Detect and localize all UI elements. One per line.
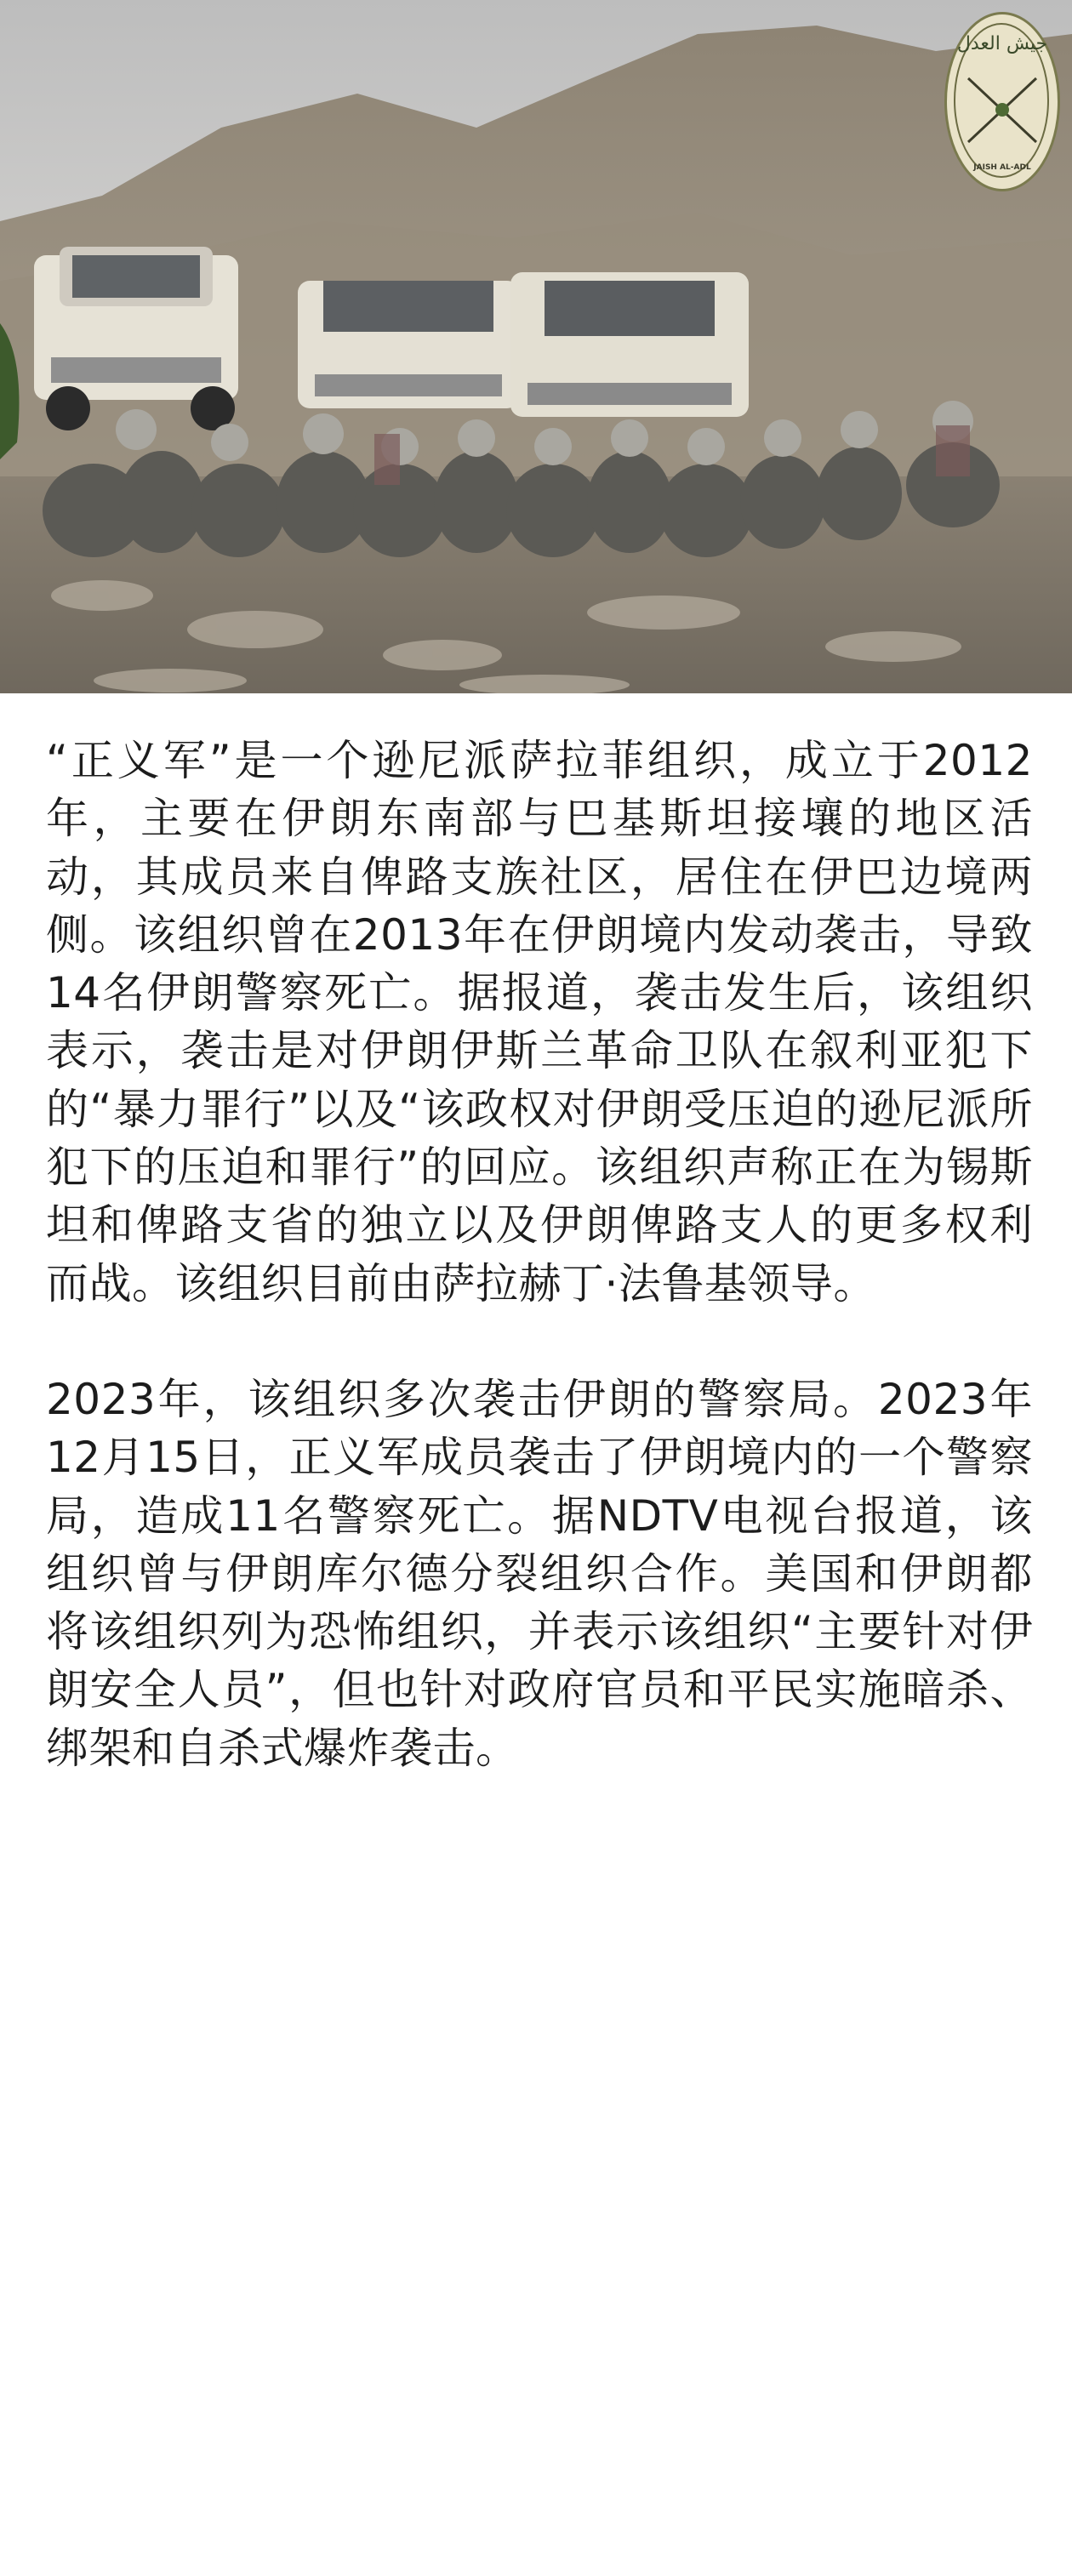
header-photo xyxy=(0,0,1072,693)
vehicle-middle xyxy=(298,281,519,408)
article-body xyxy=(46,732,1033,1777)
article-paragraph-2: 2023年，该组织多次袭击伊朗的警察局。2023年12月15日，正义军成员袭击了伊朗境内的一个警察局，造成11名警察死亡。据NDTV电视台报道，该组织曾与伊朗库尔德分裂组织合作。美国和伊朗都将该组织列为恐怖组织，并表示该组织“主要针对伊朗安全人员”，但也针对政府官员和平民实施暗杀、绑架和自杀式爆炸袭击。 xyxy=(46,1374,1033,1773)
photo-illustration xyxy=(0,0,1072,693)
crossed-swords-icon xyxy=(947,66,1058,151)
emblem-motto: JAISH AL-ADL xyxy=(973,163,1031,172)
emblem-logo xyxy=(944,12,1060,191)
vehicle-right xyxy=(510,272,749,417)
article-paragraph-1: “正义军”是一个逊尼派萨拉菲组织，成立于2012年，主要在伊朗东南部与巴基斯坦接壤的地区活动，其成员来自俾路支族社区，居住在伊巴边境两侧。该组织曾在2013年在伊朗境内发动袭击，导致14名伊朗警察死亡。据报道，袭击发生后，该组织表示，袭击是对伊朗伊斯兰革命卫队在叙利亚犯下的“暴力罪行”以及“该政权对伊朗受压迫的逊尼派所犯下的压迫和罪行”的回应。该组织声称正在为锡斯坦和俾路支省的独立以及伊朗俾路支人的更多权利而战。该组织目前由萨拉赫丁·法鲁基领导。 xyxy=(46,736,1033,1308)
emblem-script: جيش العدل xyxy=(956,33,1048,54)
